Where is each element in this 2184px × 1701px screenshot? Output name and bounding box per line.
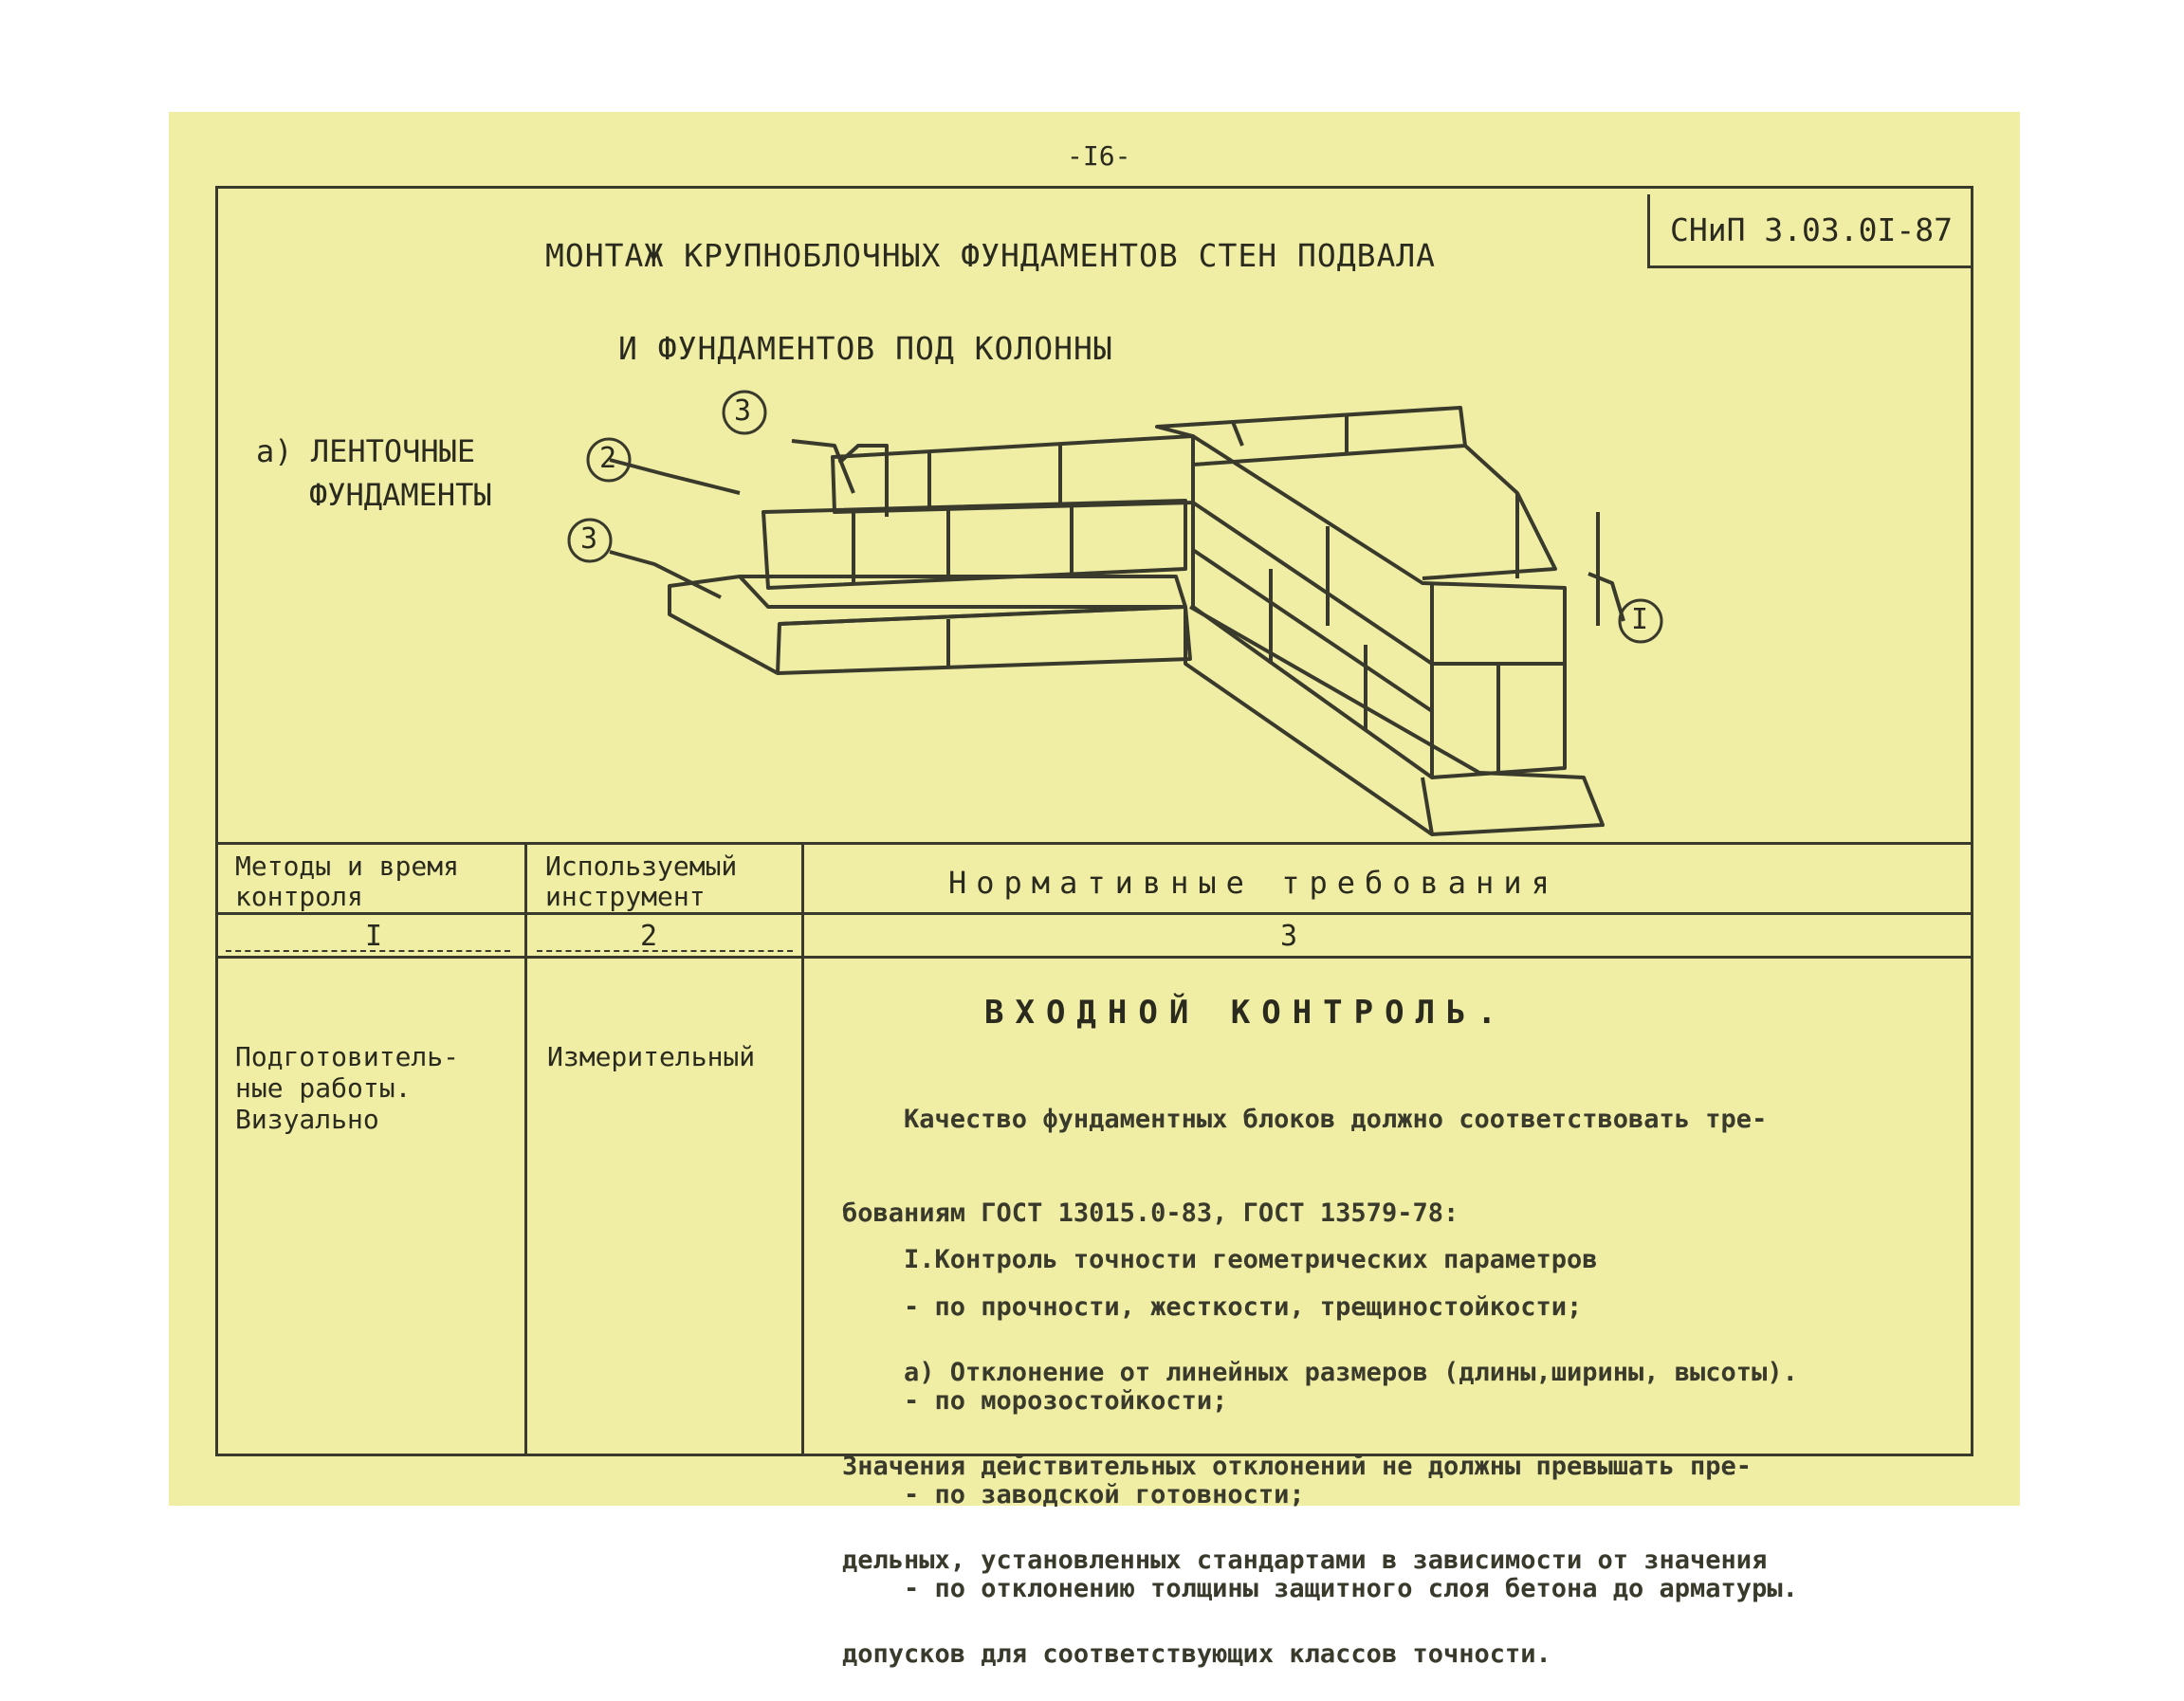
table-number-border (215, 956, 1973, 959)
header-methods-line-1: Методы и время (235, 850, 460, 882)
paragraph-line-3: дельных, установленных стандартами в зависимости от значения (842, 1546, 1768, 1575)
header-instrument-line-1: Используемый (545, 850, 738, 882)
callout-3-top-label: 3 (734, 394, 752, 428)
document-code-text: СНиП 3.03.0I-87 (1669, 211, 1953, 248)
callout-1-label: I (1631, 603, 1649, 636)
requirement-line-3: - по прочности, жесткости, трещиностойкости; (842, 1292, 1583, 1322)
method-line-3: Визуально (235, 1104, 379, 1135)
method-line-1: Подготовитель- (235, 1041, 460, 1072)
method-cell (235, 1041, 459, 1135)
paragraph-line-2: Значения действительных отклонений не должны превышать пре- (842, 1452, 1753, 1481)
header-methods-line-2: контроля (235, 881, 363, 912)
geometry-subheading: I.Контроль точности геометрических параметров (842, 1245, 1598, 1274)
col-number-1: I (365, 920, 383, 953)
table-header-border (215, 912, 1973, 915)
requirement-line-6: - по отклонению толщины защитного слоя бетона до арматуры. (842, 1574, 1798, 1603)
table-top-border (215, 842, 1973, 845)
requirement-line-5: - по заводской готовности; (842, 1480, 1305, 1509)
col-number-3: 3 (1280, 920, 1298, 953)
document-code (1647, 194, 1973, 268)
header-requirements: Нормативные требования (948, 865, 1559, 901)
table-col-divider-1 (524, 842, 527, 1456)
table-col-divider-2 (801, 842, 804, 1456)
callout-2-label: 2 (599, 442, 617, 475)
title-line-2: И ФУНДАМЕНТОВ ПОД КОЛОННЫ (618, 330, 1113, 367)
header-instrument-line-2: инструмент (545, 881, 706, 912)
col2-dash (537, 950, 793, 952)
instrument-cell: Измерительный (547, 1041, 756, 1072)
geometry-paragraph (842, 1294, 1798, 1701)
header-methods (235, 851, 459, 912)
subtitle-line-2: ФУНДАМЕНТЫ (309, 477, 492, 513)
requirement-line-4: - по морозостойкости; (842, 1386, 1228, 1416)
paragraph-line-4: допусков для соответствующих классов точности. (842, 1639, 1551, 1669)
header-instrument (545, 851, 737, 912)
col-number-2: 2 (640, 920, 658, 953)
subtitle-line-1: а) ЛЕНТОЧНЫЕ (256, 433, 476, 469)
title-line-1: МОНТАЖ КРУПНОБЛОЧНЫХ ФУНДАМЕНТОВ СТЕН ПОДВАЛА (545, 237, 1437, 274)
paragraph-line-1: а) Отклонение от линейных размеров (длины,ширины, высоты). (842, 1358, 1798, 1387)
requirement-line-1: Качество фундаментных блоков должно соответствовать тре- (842, 1105, 1768, 1134)
page-number: -I6- (1067, 140, 1131, 172)
strip-foundation-drawing (560, 379, 1698, 853)
callout-3-bottom-label: 3 (580, 522, 598, 556)
method-line-2: ные работы. (235, 1072, 412, 1104)
requirement-line-2: бованиям ГОСТ 13015.0-83, ГОСТ 13579-78: (842, 1198, 1459, 1228)
section-title: ВХОДНОЙ КОНТРОЛЬ. (984, 994, 1508, 1032)
